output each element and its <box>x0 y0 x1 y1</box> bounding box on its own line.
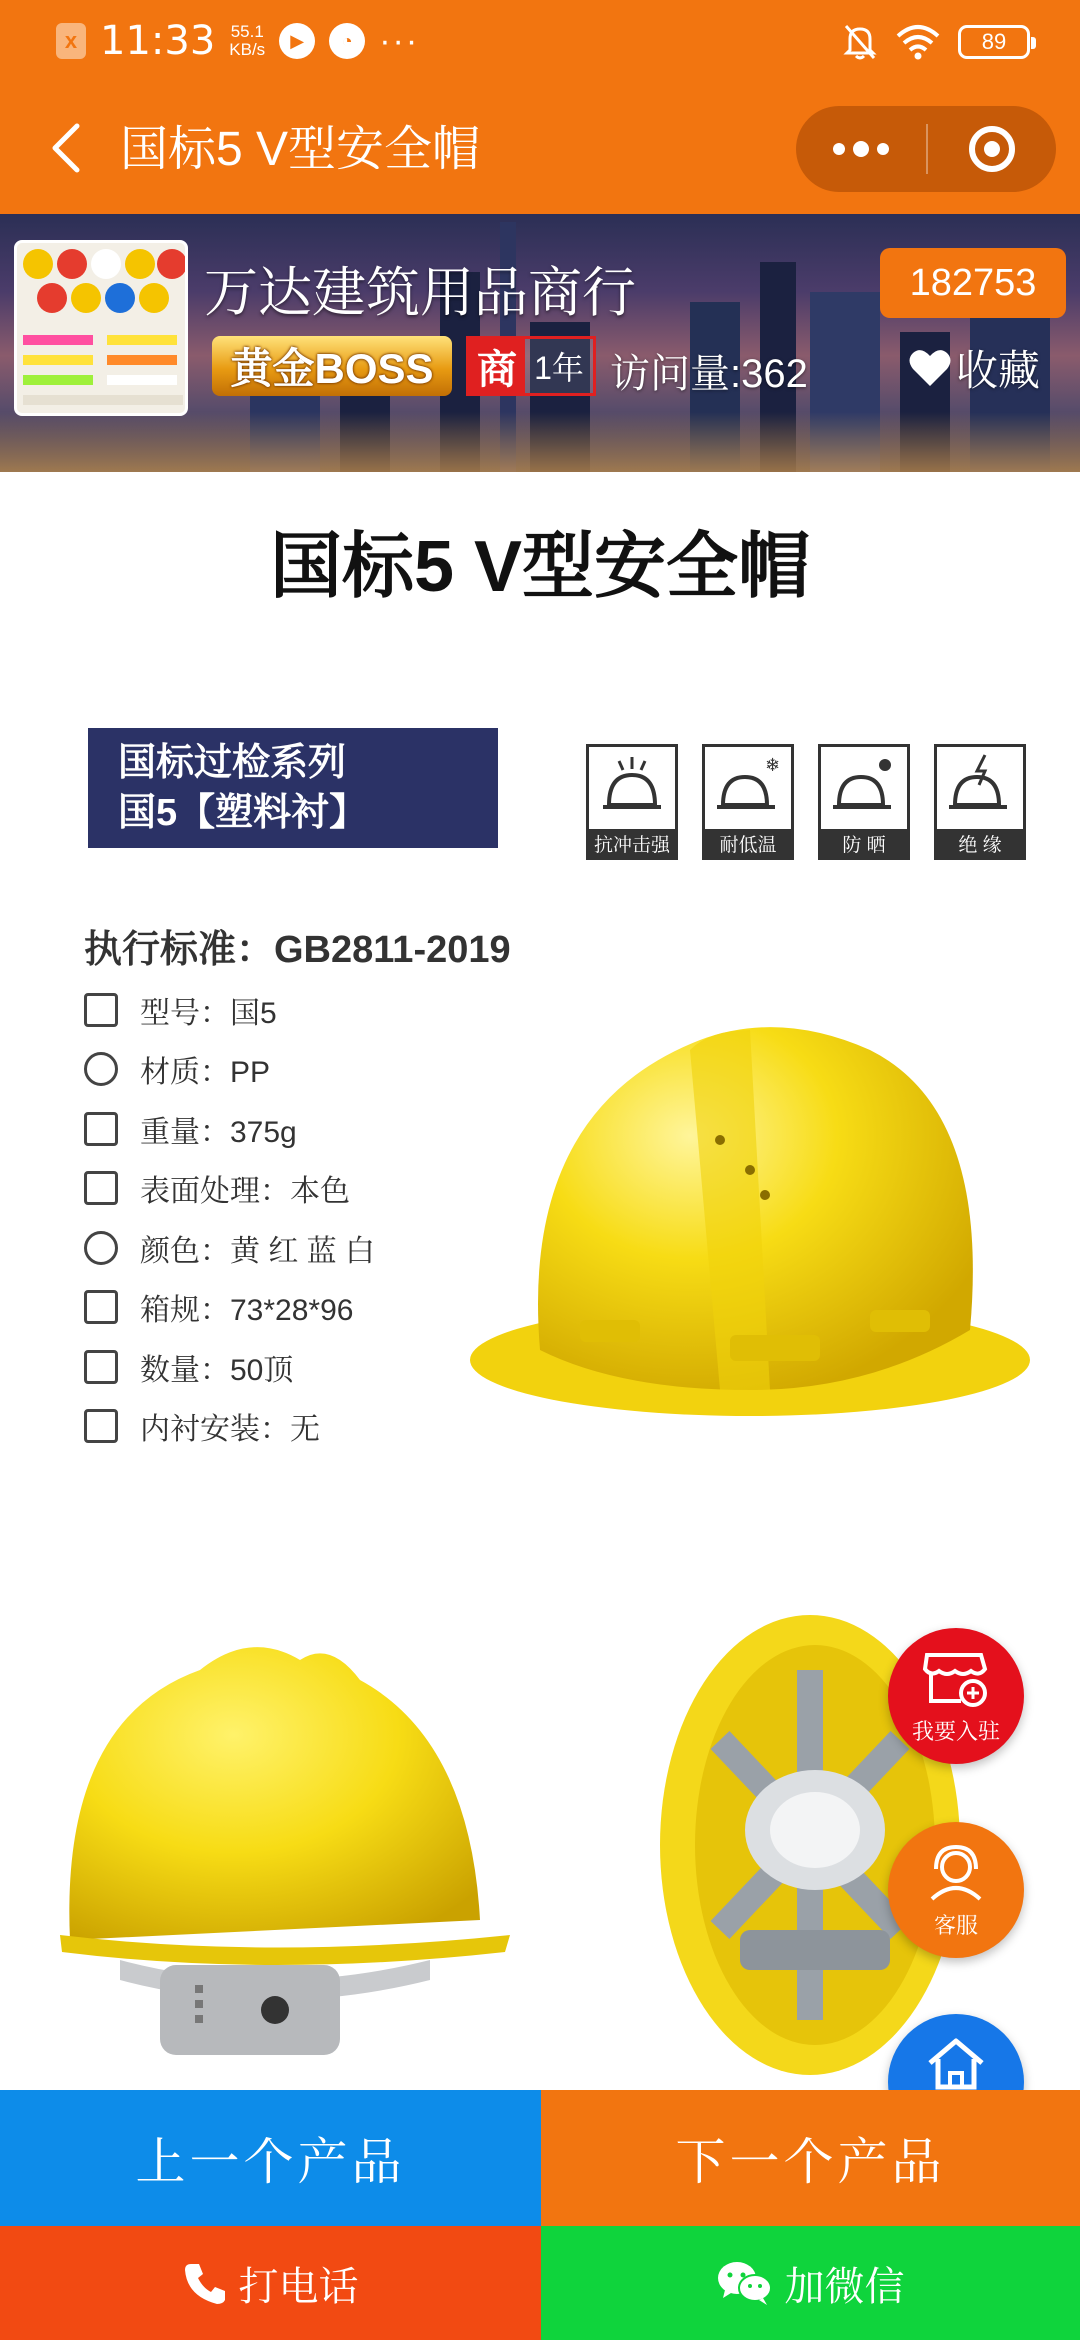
shop-name[interactable]: 万达建筑用品商行 <box>204 263 636 323</box>
spec-row <box>84 1099 375 1159</box>
logo-helmet <box>105 283 135 313</box>
series-box <box>88 728 498 848</box>
sun-feature <box>818 744 910 860</box>
battery-icon <box>958 25 1030 59</box>
feature-label: 耐低温 <box>705 829 791 857</box>
next-product-button[interactable]: 下一个产品 <box>541 2090 1080 2226</box>
logo-helmet <box>71 283 101 313</box>
favorite-button[interactable] <box>908 338 1040 398</box>
speedometer-icon: ◔ <box>329 23 365 59</box>
product-spec-image[interactable] <box>0 660 1080 1520</box>
shop-banner <box>0 214 1080 472</box>
more-menu-button[interactable] <box>796 106 926 192</box>
network-speed-value: 55.1 <box>230 22 264 41</box>
spec-label: 颜色：黄 红 蓝 白 <box>140 1234 376 1268</box>
execution-standard: 执行标准：GB2811-2019 <box>84 929 511 971</box>
logo-vest <box>107 355 177 365</box>
spec-label: 内衬安装：无 <box>140 1413 320 1447</box>
previous-product-button[interactable]: 上一个产品 <box>0 2090 541 2226</box>
lining-icon <box>84 1409 118 1443</box>
sun-helmet-icon <box>829 753 899 823</box>
wechat-label: 加微信 <box>784 2264 905 2309</box>
shop-id-badge: 182753 <box>880 248 1066 318</box>
logo-vest <box>107 375 177 385</box>
spec-label: 型号：国5 <box>140 996 277 1030</box>
logo-vest <box>23 375 93 385</box>
nav-bar <box>0 86 1080 214</box>
status-right <box>842 22 1030 62</box>
spec-row <box>84 1278 375 1338</box>
spec-row <box>84 1397 375 1457</box>
status-left <box>56 18 419 64</box>
logo-helmet <box>57 249 87 279</box>
mute-bell-icon <box>842 22 878 62</box>
logo-vest <box>23 335 93 345</box>
spec-label: 表面处理：本色 <box>140 1175 350 1209</box>
visit-count: 访问量:362 <box>610 352 808 396</box>
feature-label: 抗冲击强 <box>589 829 675 857</box>
count-icon <box>84 1350 118 1384</box>
customer-service-button[interactable] <box>888 1822 1024 1958</box>
material-icon <box>84 1052 118 1086</box>
spec-row <box>84 980 375 1040</box>
logo-helmet <box>91 249 121 279</box>
spec-list <box>84 980 375 1456</box>
impact-helmet-icon <box>597 753 667 823</box>
phone-icon <box>183 2260 229 2306</box>
insulation-feature <box>934 744 1026 860</box>
spec-label: 数量：50顶 <box>140 1353 294 1387</box>
network-speed <box>229 23 265 59</box>
list-icon <box>84 993 118 1027</box>
logo-helmet <box>157 249 187 279</box>
spec-row <box>84 1159 375 1219</box>
call-label: 打电话 <box>238 2264 359 2309</box>
spec-label: 材质：PP <box>140 1056 271 1090</box>
spec-label: 箱规：73*28*96 <box>140 1294 354 1328</box>
status-bar <box>0 0 1080 86</box>
battery-level: 89 <box>981 29 1007 54</box>
sim-off-icon: x <box>56 23 86 59</box>
heart-icon <box>908 348 952 388</box>
spec-label: 重量：375g <box>140 1115 297 1149</box>
series-line1: 国标过检系列 <box>118 742 347 784</box>
headset-icon <box>924 1841 988 1903</box>
status-time: 11:33 <box>100 18 216 64</box>
play-icon: ▶ <box>279 23 315 59</box>
logo-helmet <box>23 249 53 279</box>
product-title: 国标5 V型安全帽 <box>269 527 811 607</box>
gold-boss-badge: 黄金BOSS <box>212 336 452 396</box>
feature-label: 绝 缘 <box>937 829 1023 857</box>
home-icon <box>924 2035 988 2093</box>
svg-text:❄: ❄ <box>765 755 781 776</box>
store-add-icon <box>921 1647 991 1709</box>
spec-row <box>84 1218 375 1278</box>
shop-logo[interactable] <box>14 240 188 416</box>
feature-label: 防 晒 <box>821 829 907 857</box>
palette-icon <box>84 1231 118 1265</box>
cold-feature <box>702 744 794 860</box>
logo-vest <box>23 395 183 405</box>
logo-vest <box>107 335 177 345</box>
logo-vest <box>23 355 93 365</box>
customer-service-label: 客服 <box>933 1912 978 1938</box>
lightning-helmet-icon <box>945 753 1015 823</box>
network-speed-unit: KB/s <box>229 40 266 59</box>
miniprogram-capsule <box>796 106 1056 192</box>
box-icon <box>84 1290 118 1324</box>
merchant-badge <box>466 336 596 396</box>
chevron-left-icon <box>49 122 83 174</box>
logo-helmet <box>139 283 169 313</box>
close-miniprogram-button[interactable] <box>928 106 1056 192</box>
spec-row <box>84 1040 375 1100</box>
surface-icon <box>84 1171 118 1205</box>
favorite-label: 收藏 <box>956 347 1041 394</box>
scale-icon <box>84 1112 118 1146</box>
add-wechat-button[interactable] <box>541 2226 1080 2340</box>
more-notifications-icon: ··· <box>379 21 420 60</box>
yellow-helmet-image <box>450 990 1050 1430</box>
wechat-icon <box>717 2260 773 2306</box>
city-lights <box>0 412 1080 472</box>
series-line2: 国5【塑料衬】 <box>118 792 368 834</box>
merchant-years: 1年 <box>534 350 584 386</box>
spec-row <box>84 1337 375 1397</box>
back-button[interactable] <box>36 116 96 180</box>
logo-helmet <box>125 249 155 279</box>
nav-title: 国标5 V型安全帽 <box>120 123 481 176</box>
impact-feature <box>586 744 678 860</box>
snowflake-helmet-icon <box>713 753 783 823</box>
logo-helmet <box>37 283 67 313</box>
merchant-badge-label: 商 <box>469 339 525 393</box>
join-store-button[interactable] <box>888 1628 1024 1764</box>
feature-icons <box>586 744 1026 860</box>
target-circle-icon <box>969 126 1015 172</box>
call-button[interactable] <box>0 2226 541 2340</box>
join-store-label: 我要入驻 <box>911 1718 1000 1744</box>
wifi-icon <box>896 24 940 60</box>
